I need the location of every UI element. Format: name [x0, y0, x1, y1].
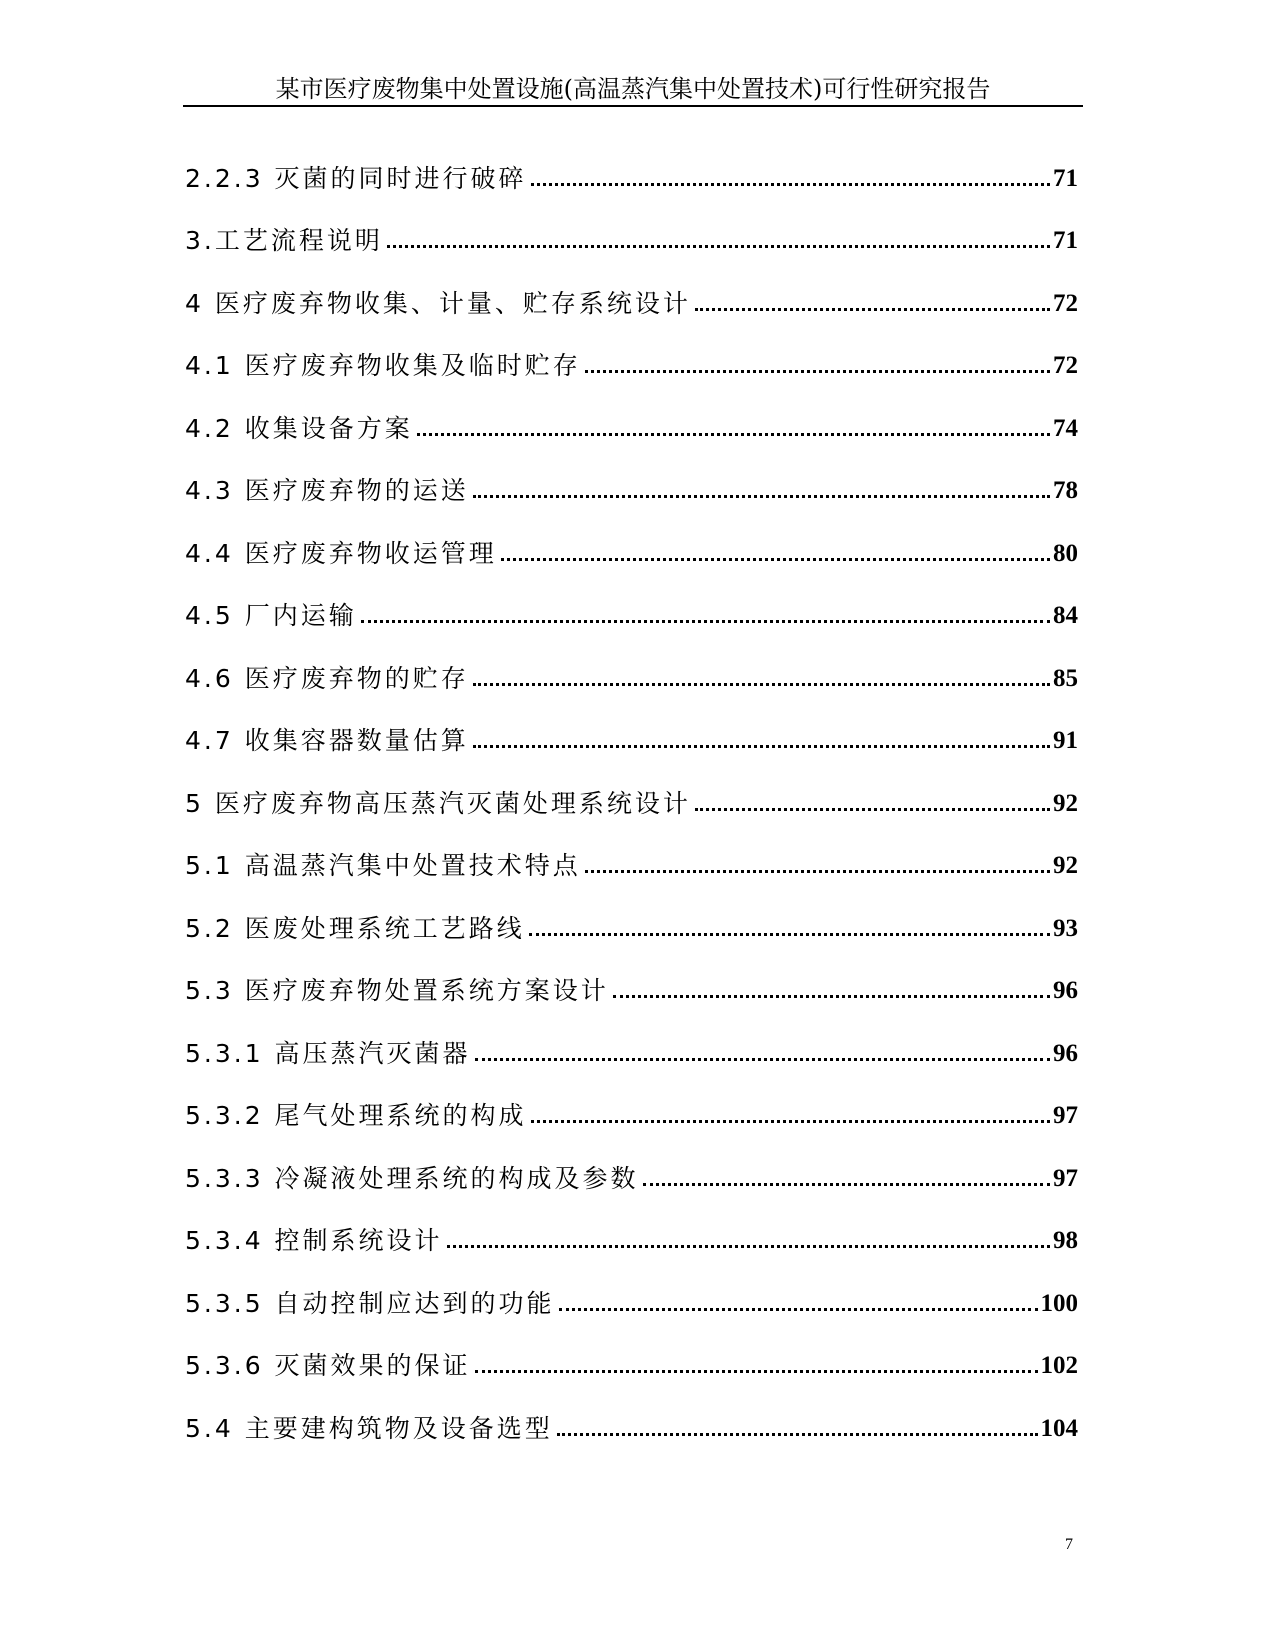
toc-leader-dots: [585, 870, 1050, 873]
toc-entry-title: 4.3 医疗废弃物的运送: [185, 476, 469, 505]
toc-entry-title: 5.3.5 自动控制应达到的功能: [185, 1288, 555, 1318]
toc-entry-title: 5.3.3 冷凝液处理系统的构成及参数: [185, 1163, 639, 1193]
toc-entry-page: 85: [1053, 664, 1078, 692]
toc-entry-page: 98: [1053, 1227, 1078, 1254]
toc-entry-title: 3.工艺流程说明: [185, 226, 383, 255]
toc-entry[interactable]: [185, 703, 1078, 766]
toc-leader-dots: [643, 1183, 1050, 1186]
toc-entry[interactable]: [185, 1265, 1078, 1328]
toc-entry-title: 4.5 厂内运输: [185, 601, 357, 630]
toc-entry[interactable]: [185, 1015, 1078, 1078]
toc-leader-dots: [473, 745, 1050, 748]
toc-entry[interactable]: [185, 890, 1078, 953]
toc-entry-title: 5.4 主要建构筑物及设备选型: [185, 1413, 553, 1443]
toc-entry-page: 80: [1053, 539, 1078, 567]
toc-entry[interactable]: [185, 1140, 1078, 1203]
toc-leader-dots: [529, 933, 1050, 936]
toc-entry-page: 96: [1053, 977, 1078, 1004]
toc-leader-dots: [531, 183, 1050, 186]
toc-entry-page: 71: [1053, 227, 1078, 254]
toc-entry-page: 71: [1053, 164, 1078, 192]
toc-entry-page: 78: [1053, 477, 1078, 504]
toc-entry-title: 4.6 医疗废弃物的贮存: [185, 663, 469, 693]
toc-leader-dots: [695, 308, 1050, 311]
toc-entry-title: 5.3.1 高压蒸汽灭菌器: [185, 1038, 471, 1068]
toc-entry-title: 5.3.4 控制系统设计: [185, 1226, 443, 1255]
toc-entry-title: 4.7 收集容器数量估算: [185, 726, 469, 755]
toc-leader-dots: [387, 245, 1050, 248]
toc-leader-dots: [475, 1058, 1050, 1061]
toc-leader-dots: [417, 433, 1050, 436]
toc-entry[interactable]: [185, 140, 1078, 203]
toc-entry[interactable]: [185, 828, 1078, 891]
toc-entry[interactable]: [185, 1078, 1078, 1141]
toc-entry-page: 100: [1040, 1289, 1078, 1317]
toc-entry-page: 97: [1053, 1102, 1078, 1129]
page-number: 7: [1065, 1536, 1073, 1553]
running-header: 某市医疗废物集中处置设施(高温蒸汽集中处置技术)可行性研究报告: [275, 75, 991, 103]
toc-leader-dots: [531, 1120, 1050, 1123]
toc-entry-title: 5.1 高温蒸汽集中处置技术特点: [185, 851, 581, 880]
toc-entry-title: 5.3.2 尾气处理系统的构成: [185, 1101, 527, 1130]
toc-leader-dots: [475, 1370, 1038, 1373]
toc-entry-title: 5.3 医疗废弃物处置系统方案设计: [185, 976, 609, 1005]
toc-entry-page: 91: [1053, 727, 1078, 754]
toc-leader-dots: [473, 683, 1050, 686]
toc-entry[interactable]: [185, 1390, 1078, 1453]
toc-entry-title: 5.3.6 灭菌效果的保证: [185, 1351, 471, 1380]
toc-entry[interactable]: [185, 765, 1078, 828]
toc-leader-dots: [473, 495, 1050, 498]
toc-entry-page: 72: [1053, 352, 1078, 379]
toc-entry-page: 104: [1040, 1414, 1078, 1442]
toc-entry-title: 4.1 医疗废弃物收集及临时贮存: [185, 351, 581, 380]
toc-leader-dots: [695, 808, 1050, 811]
toc-entry[interactable]: [185, 578, 1078, 641]
toc-entry[interactable]: [185, 390, 1078, 453]
toc-entry-page: 96: [1053, 1039, 1078, 1067]
toc-leader-dots: [361, 620, 1050, 623]
toc-entry-page: 92: [1053, 789, 1078, 817]
toc-entry[interactable]: [185, 515, 1078, 578]
toc-entry-page: 74: [1053, 414, 1078, 442]
toc-entry[interactable]: [185, 203, 1078, 266]
toc-leader-dots: [613, 995, 1050, 998]
header-rule: [183, 105, 1083, 107]
toc-entry[interactable]: [185, 953, 1078, 1016]
toc-entry-page: 93: [1053, 914, 1078, 942]
toc-entry-title: 5.2 医废处理系统工艺路线: [185, 913, 525, 943]
table-of-contents: [185, 140, 1078, 1453]
toc-entry-title: 4 医疗废弃物收集、计量、贮存系统设计: [185, 288, 691, 318]
toc-entry-title: 5 医疗废弃物高压蒸汽灭菌处理系统设计: [185, 788, 691, 818]
toc-entry[interactable]: [185, 265, 1078, 328]
toc-leader-dots: [559, 1308, 1038, 1311]
toc-leader-dots: [447, 1245, 1050, 1248]
toc-entry-title: 2.2.3 灭菌的同时进行破碎: [185, 163, 527, 193]
toc-entry-title: 4.2 收集设备方案: [185, 413, 413, 443]
toc-entry-page: 97: [1053, 1164, 1078, 1192]
toc-entry[interactable]: [185, 1328, 1078, 1391]
toc-entry[interactable]: [185, 453, 1078, 516]
toc-entry[interactable]: [185, 640, 1078, 703]
toc-entry[interactable]: [185, 1203, 1078, 1266]
toc-entry-page: 92: [1053, 852, 1078, 879]
toc-entry-page: 102: [1040, 1352, 1078, 1379]
toc-leader-dots: [585, 370, 1050, 373]
toc-entry[interactable]: [185, 328, 1078, 391]
toc-entry-title: 4.4 医疗废弃物收运管理: [185, 538, 497, 568]
toc-leader-dots: [501, 558, 1050, 561]
toc-entry-page: 84: [1053, 602, 1078, 629]
toc-entry-page: 72: [1053, 289, 1078, 317]
toc-leader-dots: [557, 1433, 1038, 1436]
